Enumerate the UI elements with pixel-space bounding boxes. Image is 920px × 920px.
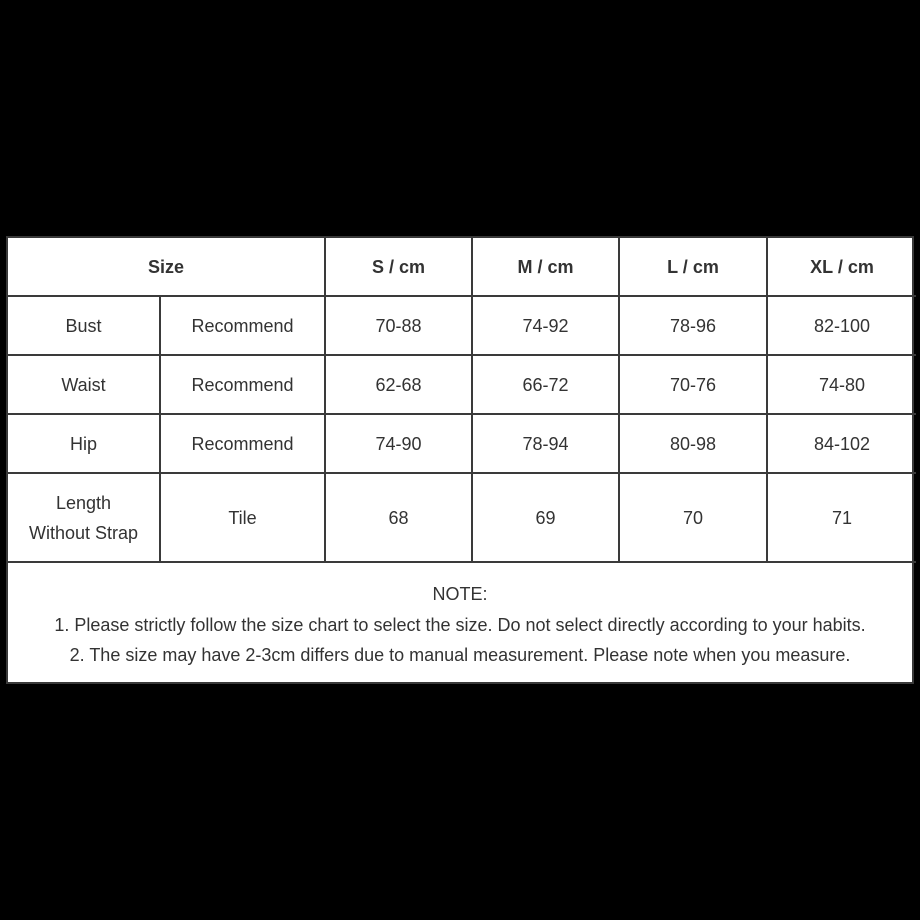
- value-cell: 70: [619, 473, 767, 562]
- measure-cell: Bust: [8, 296, 160, 355]
- method-cell: Tile: [160, 473, 325, 562]
- size-header-cell: Size: [8, 238, 325, 296]
- measure-line-1: Length: [55, 492, 112, 513]
- value-cell: 78-96: [619, 296, 767, 355]
- value-cell: 69: [472, 473, 619, 562]
- value-cell: 80-98: [619, 414, 767, 473]
- value-cell: 66-72: [472, 355, 619, 414]
- value-cell: 68: [325, 473, 472, 562]
- method-cell: Recommend: [160, 355, 325, 414]
- value-cell: 70-76: [619, 355, 767, 414]
- value-cell: 74-80: [767, 355, 916, 414]
- note-section: [8, 565, 912, 671]
- value-cell: 82-100: [767, 296, 916, 355]
- note-title: NOTE:: [432, 584, 488, 604]
- size-s-header: S / cm: [325, 238, 472, 296]
- value-cell: 74-92: [472, 296, 619, 355]
- measure-cell: [8, 473, 160, 562]
- table-row-hip: [8, 414, 916, 473]
- measure-cell: Hip: [8, 414, 160, 473]
- note-line-2: 2. The size may have 2-3cm differs due to manual measurement. Please note when you measure.: [69, 645, 851, 665]
- note-line-1: 1. Please strictly follow the size chart to select the size. Do not select directly according to your habits.: [54, 614, 866, 635]
- value-cell: 62-68: [325, 355, 472, 414]
- method-cell: Recommend: [160, 414, 325, 473]
- value-cell: 71: [767, 473, 916, 562]
- value-cell: 78-94: [472, 414, 619, 473]
- table-row-waist: [8, 355, 916, 414]
- table-row-length: [8, 473, 916, 562]
- size-l-header: L / cm: [619, 238, 767, 296]
- measure-line-2: Without Strap: [28, 522, 139, 543]
- size-chart-table: [8, 238, 916, 563]
- size-chart-sheet: [6, 236, 914, 684]
- value-cell: 84-102: [767, 414, 916, 473]
- size-xl-header: XL / cm: [767, 238, 916, 296]
- measure-cell: Waist: [8, 355, 160, 414]
- value-cell: 74-90: [325, 414, 472, 473]
- table-header-row: [8, 238, 916, 296]
- table-row-bust: [8, 296, 916, 355]
- value-cell: 70-88: [325, 296, 472, 355]
- method-cell: Recommend: [160, 296, 325, 355]
- size-m-header: M / cm: [472, 238, 619, 296]
